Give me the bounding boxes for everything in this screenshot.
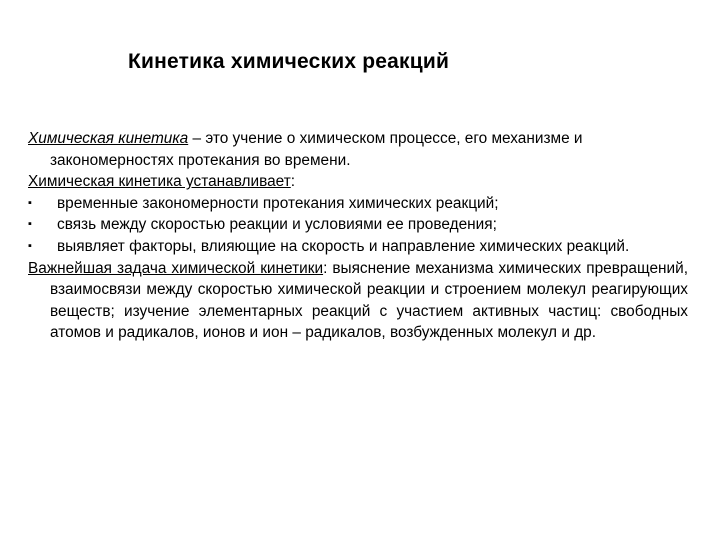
establishes-paragraph: [28, 171, 688, 193]
task-label: Важнейшая задача химической кинетики: [28, 259, 324, 277]
slide-title: Кинетика химических реакций: [128, 50, 450, 73]
task-text: : выяснение механизма химических превращений, взаимосвязи между скоростью химической реакции и строением молекул реагирующих веществ; изучение элементарных реакций с участием активных частиц: свободных атомов и радикалов, ионов и ион – радикалов, возбужденных молекул и др.: [50, 259, 689, 342]
definition-paragraph: [28, 128, 688, 171]
bullet-square-icon: ▪: [28, 196, 32, 209]
list-item: [28, 214, 688, 236]
list-item: [28, 193, 688, 215]
definition-term: Химическая кинетика: [28, 130, 189, 147]
bullet-square-icon: ▪: [28, 239, 32, 252]
establishes-label: Химическая кинетика устанавливает: [28, 173, 291, 191]
establishes-colon: :: [290, 173, 296, 191]
definition-text: – это учение о химическом процессе, его механизме и закономерностях протекания во времени.: [50, 130, 583, 169]
bullet-text: связь между скоростью реакции и условиями ее проведения;: [57, 216, 497, 234]
list-item: [28, 236, 688, 258]
task-paragraph: [28, 258, 688, 344]
slide-body: [28, 128, 688, 344]
bullet-square-icon: ▪: [28, 218, 32, 231]
bullet-text: временные закономерности протекания химических реакций;: [57, 194, 499, 212]
bullet-text: выявляет факторы, влияющие на скорость и направление химических реакций.: [57, 237, 630, 255]
